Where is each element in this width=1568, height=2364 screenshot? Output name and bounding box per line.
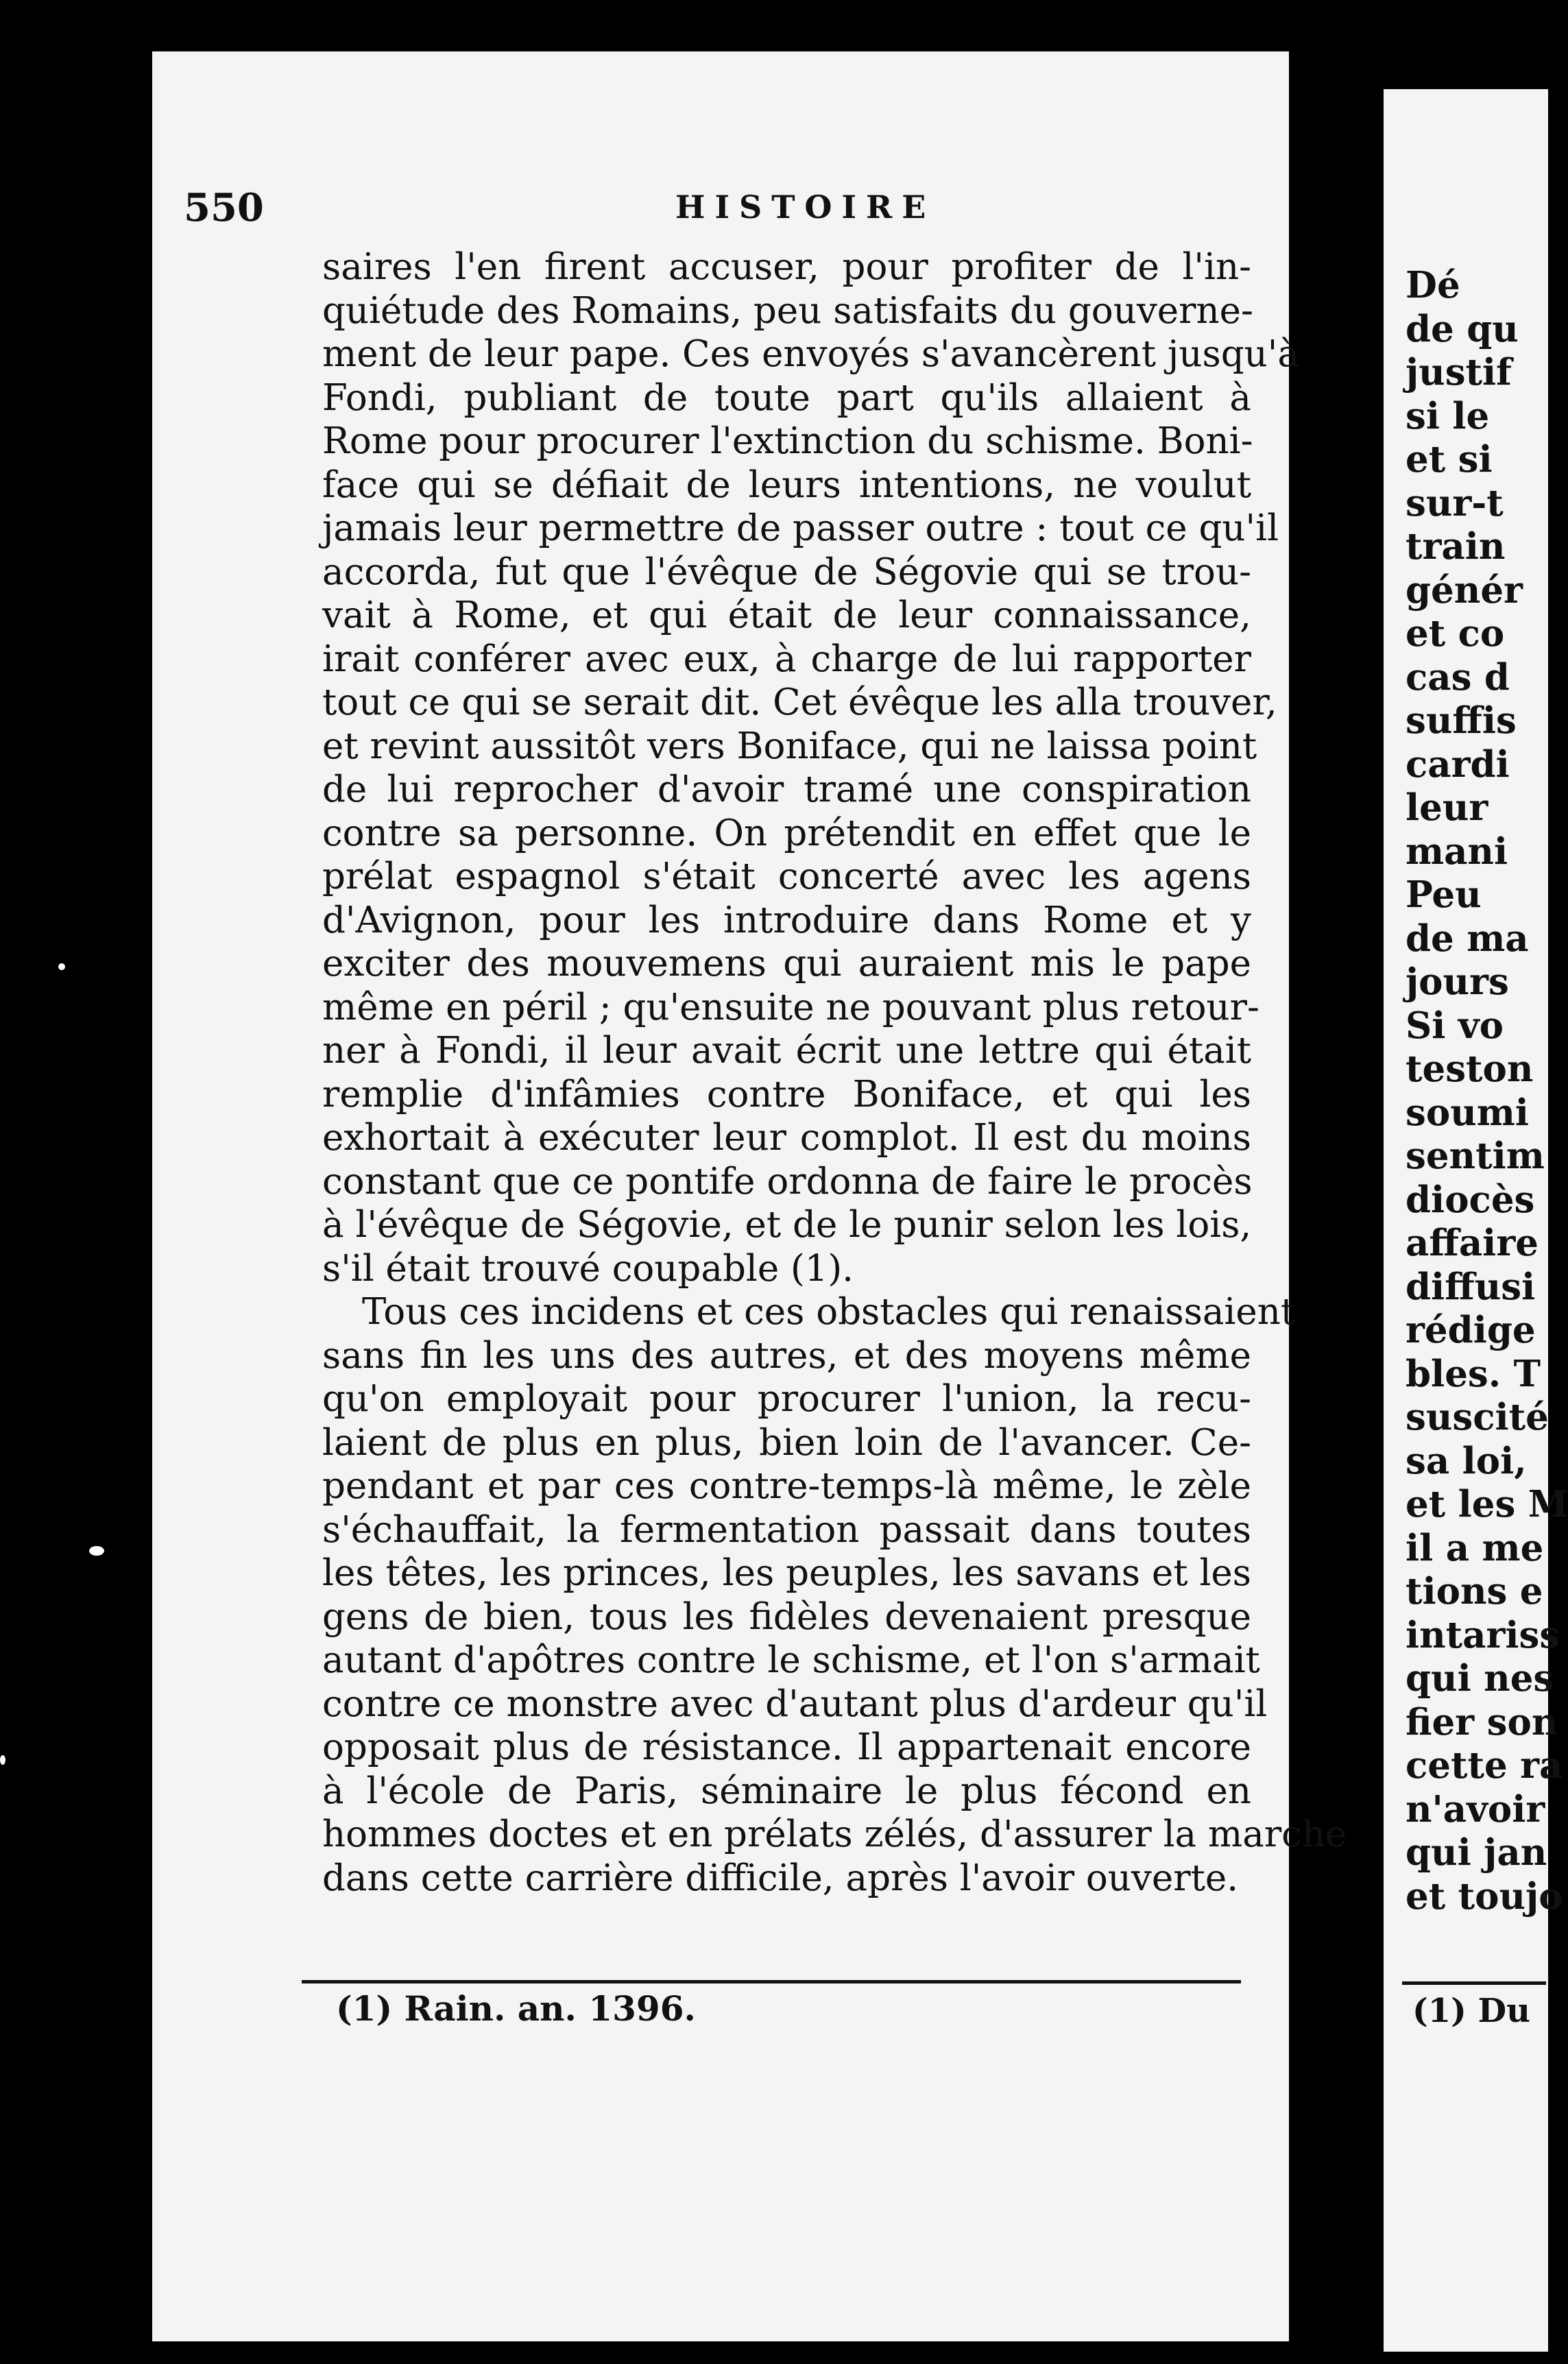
fragment-line: jours (1406, 961, 1509, 1003)
text-line: s'il était trouvé coupable (1). (322, 1247, 854, 1290)
text-line: pendant et par ces contre-temps-là même, le zèle (322, 1465, 1251, 1507)
fragment-line: Si vo (1406, 1004, 1504, 1047)
fragment-line: Dé (1406, 264, 1460, 306)
scan-speck (89, 1546, 104, 1556)
fragment-line: train (1406, 525, 1506, 568)
fragment-line: et co (1406, 612, 1505, 655)
text-line: gens de bien, tous les fidèles devenaient presque (322, 1595, 1251, 1638)
fragment-line: tions e (1406, 1570, 1543, 1613)
fragment-line: si le (1406, 394, 1490, 437)
scan-speck (58, 963, 65, 970)
fragment-line: cas d (1406, 655, 1510, 699)
text-line: Fondi, publiant de toute part qu'ils allaient à (322, 376, 1251, 419)
fragment-line: diffusi (1406, 1265, 1536, 1308)
footnote-rule (302, 1980, 1241, 1983)
text-line: Tous ces incidens et ces obstacles qui renaissaient (362, 1291, 1296, 1333)
fragment-line: et toujo (1406, 1874, 1563, 1918)
text-line: ment de leur pape. Ces envoyés s'avancèrent jusqu'à (322, 333, 1299, 375)
text-line: opposait plus de résistance. Il appartenait encore (322, 1726, 1251, 1768)
fragment-line: fier son (1406, 1700, 1558, 1744)
fragment-line: suffis (1406, 699, 1517, 742)
page-number: 550 (184, 185, 264, 230)
fragment-line: leur (1406, 786, 1488, 829)
text-line: quiétude des Romains, peu satisfaits du gouverne- (322, 289, 1253, 332)
fragment-line: et les M (1406, 1483, 1568, 1525)
fragment-line: il a me (1406, 1526, 1544, 1569)
text-line: et revint aussitôt vers Boniface, qui ne laissa point (322, 725, 1257, 767)
right-footnote: (1) Du (1412, 1992, 1531, 2030)
fragment-line: Peu (1406, 873, 1482, 916)
text-line: à l'évêque de Ségovie, et de le punir selon les lois, (322, 1204, 1252, 1246)
text-line: à l'école de Paris, séminaire le plus fécond en (322, 1770, 1251, 1812)
fragment-line: teston (1406, 1048, 1534, 1090)
left-body-text (322, 245, 1347, 1900)
fragment-line: mani (1406, 830, 1508, 873)
fragment-line: affaire (1406, 1222, 1539, 1264)
fragment-line: qui nes (1406, 1657, 1554, 1700)
text-line: jamais leur permettre de passer outre : tout ce qu'il (322, 507, 1279, 549)
text-line: tout ce qui se serait dit. Cet évêque les alla trouver, (322, 682, 1277, 723)
text-line: contre sa personne. On prétendit en effet que le (322, 812, 1251, 854)
text-line: exhortait à exécuter leur complot. Il est du moins (322, 1117, 1251, 1159)
fragment-line: de ma (1406, 917, 1529, 960)
right-body-text (1406, 264, 1568, 1918)
text-line: accorda, fut que l'évêque de Ségovie qui se trou- (322, 551, 1251, 593)
text-line: dans cette carrière difficile, après l'avoir ouverte. (322, 1857, 1239, 1899)
fragment-line: diocès (1406, 1178, 1535, 1221)
text-line: remplie d'infâmies contre Boniface, et qui les (322, 1073, 1251, 1115)
text-line: qu'on employait pour procurer l'union, la recu- (322, 1378, 1251, 1420)
text-line: constant que ce pontife ordonna de faire le procès (322, 1160, 1253, 1203)
fragment-line: rédige (1406, 1309, 1536, 1351)
fragment-line: intariss (1406, 1613, 1560, 1656)
text-line: face qui se défiait de leurs intentions, ne voulut (322, 463, 1251, 506)
text-line: s'échauffait, la fermentation passait dans toutes (322, 1508, 1251, 1551)
fragment-line: qui jan (1406, 1831, 1547, 1874)
text-line: de lui reprocher d'avoir tramé une conspiration (322, 769, 1251, 810)
text-line: hommes doctes et en prélats zélés, d'assurer la marche (322, 1813, 1347, 1855)
text-line: ner à Fondi, il leur avait écrit une lettre qui était (322, 1030, 1251, 1072)
text-line: prélat espagnol s'était concerté avec les agens (322, 856, 1251, 897)
text-line: sans fin les uns des autres, et des moyens même (322, 1334, 1251, 1377)
text-line: les têtes, les princes, les peuples, les savans et les (322, 1552, 1251, 1594)
footnote: (1) Rain. an. 1396. (336, 1988, 696, 2029)
text-line: Rome pour procurer l'extinction du schisme. Boni- (322, 420, 1253, 462)
fragment-line: sa loi, (1406, 1439, 1527, 1482)
fragment-line: et si (1406, 438, 1493, 481)
text-line: irait conférer avec eux, à charge de lui rapporter (322, 638, 1251, 680)
fragment-line: sur-t (1406, 481, 1504, 524)
text-line: vait à Rome, et qui était de leur connaissance, (322, 594, 1251, 636)
scan-speck (0, 1755, 5, 1765)
text-line: contre ce monstre avec d'autant plus d'ardeur qu'il (322, 1682, 1268, 1725)
fragment-line: n'avoir (1406, 1787, 1545, 1831)
fragment-line: cette ra (1406, 1744, 1563, 1787)
fragment-line: justif (1406, 351, 1512, 394)
fragment-line: soumi (1406, 1091, 1529, 1134)
fragment-line: sentim (1406, 1135, 1545, 1177)
text-line: saires l'en firent accuser, pour profiter de l'in- (322, 246, 1251, 288)
fragment-line: génér (1406, 568, 1523, 612)
text-line: d'Avignon, pour les introduire dans Rome et y (322, 899, 1251, 941)
fragment-line: cardi (1406, 743, 1510, 786)
text-line: exciter des mouvemens qui auraient mis le pape (322, 943, 1251, 985)
right-footnote-rule (1402, 1981, 1546, 1985)
text-line: autant d'apôtres contre le schisme, et l'on s'armait (322, 1639, 1260, 1681)
fragment-line: suscité (1406, 1396, 1549, 1438)
fragment-line: de qu (1406, 307, 1519, 350)
running-head: HISTOIRE (675, 189, 936, 226)
text-line: même en péril ; qu'ensuite ne pouvant plus retour- (322, 986, 1259, 1028)
fragment-line: bles. T (1406, 1352, 1541, 1395)
text-line: laient de plus en plus, bien loin de l'avancer. Ce- (322, 1421, 1251, 1464)
